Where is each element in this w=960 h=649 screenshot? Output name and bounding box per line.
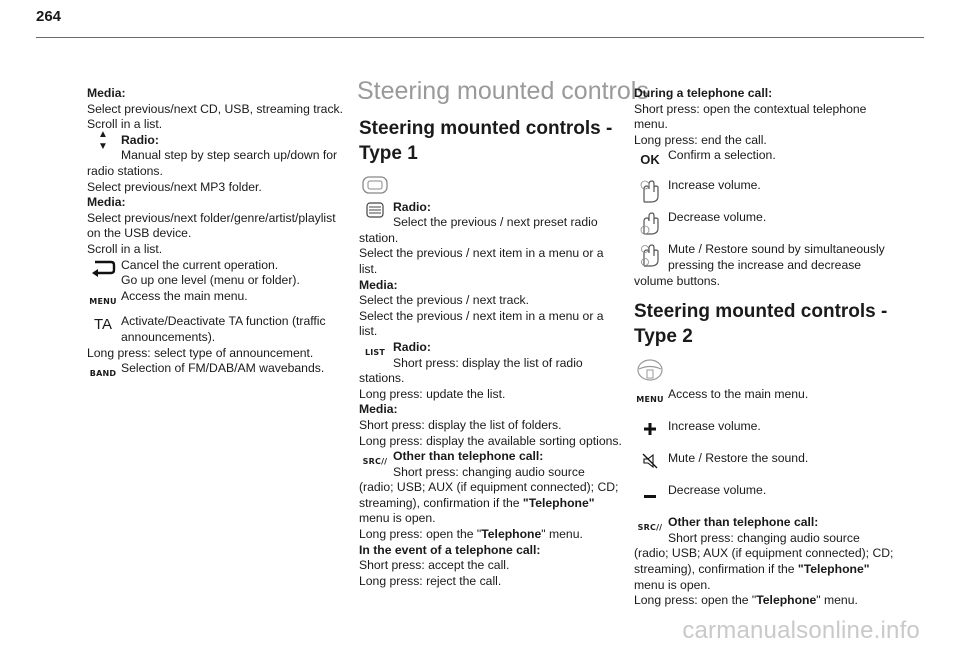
text-line: Select the previous / next item in a menu or a bbox=[359, 308, 604, 323]
text-line: station. bbox=[359, 230, 399, 245]
thumbwheel-icon bbox=[359, 200, 391, 216]
column-middle bbox=[357, 77, 649, 589]
subsection-title-type2 bbox=[634, 299, 896, 349]
text-line: menu is open. bbox=[634, 577, 711, 592]
text-line: Scroll in a list. bbox=[87, 117, 163, 132]
back-control bbox=[87, 258, 347, 289]
text-line: Long press: end the call. bbox=[634, 132, 767, 147]
src-heading: Other than telephone call: bbox=[668, 515, 819, 530]
subtitle-line: Type 2 bbox=[634, 326, 693, 348]
header-divider bbox=[36, 37, 924, 38]
menu-button-icon: MENU bbox=[89, 296, 117, 306]
text-line: Manual step by step search up/down for bbox=[121, 148, 338, 163]
radio-heading: Radio: bbox=[393, 339, 431, 354]
text-line: Select the previous / next item in a menu or a bbox=[359, 246, 604, 261]
text-line: Scroll in a list. bbox=[87, 241, 163, 256]
text-line: Select previous/next folder/genre/artist/playlist bbox=[87, 210, 336, 225]
src-button-icon: SRC// bbox=[637, 523, 663, 533]
steering-wheel-type2-icon bbox=[636, 357, 896, 387]
text-line: Go up one level (menu or folder). bbox=[121, 273, 300, 288]
subsection-title-type1 bbox=[359, 116, 621, 166]
text-line: Short press: display the list of folders. bbox=[359, 417, 562, 432]
volume-up-press-icon bbox=[634, 178, 666, 194]
subtitle-line: Type 1 bbox=[359, 142, 418, 164]
watermark: carmanualsonline.info bbox=[682, 617, 920, 644]
src-heading: Other than telephone call: bbox=[393, 449, 544, 464]
ok-button-icon: OK bbox=[640, 152, 660, 168]
text-line: menu is open. bbox=[359, 511, 436, 526]
plus-icon bbox=[634, 419, 666, 435]
text-line: Confirm a selection. bbox=[668, 148, 776, 163]
band-button-icon: BAND bbox=[89, 369, 117, 379]
text-line: Selection of FM/DAB/AM wavebands. bbox=[121, 361, 325, 376]
media-heading: Media: bbox=[359, 277, 398, 292]
ta-button-icon: TA bbox=[93, 316, 113, 334]
back-arrow-icon bbox=[87, 258, 119, 274]
minus-control bbox=[634, 483, 896, 509]
text-line: Long press: open the "Telephone" menu. bbox=[634, 593, 858, 608]
text-line: menu. bbox=[634, 117, 668, 132]
up-down-arrows-icon: ▲ ▼ bbox=[98, 128, 108, 152]
media-heading: Media: bbox=[87, 86, 126, 100]
up-down-control bbox=[87, 128, 347, 258]
list-control bbox=[359, 340, 621, 449]
section-title: Steering mounted controls bbox=[357, 77, 649, 105]
text-line: Short press: display the list of radio bbox=[393, 355, 583, 370]
thumbwheel-control bbox=[359, 200, 621, 340]
mute-combo-control bbox=[634, 242, 896, 289]
text-line: Cancel the current operation. bbox=[121, 257, 279, 272]
menu-control bbox=[634, 387, 896, 413]
mute-press-icon bbox=[634, 242, 666, 258]
ta-control bbox=[87, 314, 347, 361]
plus-control bbox=[634, 419, 896, 445]
list-button-icon: LIST bbox=[364, 347, 386, 357]
text-line: stations. bbox=[359, 371, 405, 386]
text-line: Long press: update the list. bbox=[359, 386, 506, 401]
text-line: on the USB device. bbox=[87, 226, 192, 241]
text-line: list. bbox=[359, 324, 378, 339]
text-line: Select previous/next MP3 folder. bbox=[87, 179, 262, 194]
text-line: Long press: select type of announcement. bbox=[87, 345, 314, 360]
text-line: Access to the main menu. bbox=[668, 387, 809, 402]
text-line: (radio; USB; AUX (if equipment connected); CD; bbox=[634, 546, 894, 561]
steering-controls-type1-icon bbox=[361, 174, 621, 200]
volume-up-control bbox=[634, 178, 896, 204]
text-line: Mute / Restore the sound. bbox=[668, 451, 809, 466]
text-line: radio stations. bbox=[87, 163, 163, 178]
src-control bbox=[359, 449, 621, 589]
src-button-icon: SRC// bbox=[362, 457, 388, 467]
column-right bbox=[634, 86, 896, 609]
text-line: Mute / Restore sound by simultaneously bbox=[668, 242, 885, 257]
column-left bbox=[87, 86, 347, 377]
text-line: Long press: display the available sorting options. bbox=[359, 433, 622, 448]
text-line: volume buttons. bbox=[634, 273, 721, 288]
subtitle-line: Steering mounted controls - bbox=[359, 117, 613, 139]
text-line: pressing the increase and decrease bbox=[668, 257, 862, 272]
text-line: Long press: open the "Telephone" menu. bbox=[359, 527, 583, 542]
text-line: Increase volume. bbox=[668, 419, 761, 434]
media-heading: Media: bbox=[359, 402, 398, 417]
text-line: Select the previous / next track. bbox=[359, 293, 530, 308]
text-line: Short press: accept the call. bbox=[359, 558, 510, 573]
text-line: Activate/Deactivate TA function (traffic bbox=[121, 314, 326, 329]
during-call-heading: During a telephone call: bbox=[634, 86, 773, 100]
text-line: Short press: open the contextual telephone bbox=[634, 101, 867, 116]
text-line: Decrease volume. bbox=[668, 483, 767, 498]
call-heading: In the event of a telephone call: bbox=[359, 542, 541, 557]
volume-down-control bbox=[634, 210, 896, 236]
text-line: streaming), confirmation if the "Telephone" bbox=[359, 495, 595, 510]
media-heading: Media: bbox=[87, 195, 126, 210]
text-line: Short press: changing audio source bbox=[393, 464, 585, 479]
mute-control bbox=[634, 451, 896, 477]
subtitle-line: Steering mounted controls - bbox=[634, 301, 888, 323]
text-line: Decrease volume. bbox=[668, 210, 767, 225]
volume-down-press-icon bbox=[634, 210, 666, 226]
menu-button-icon: MENU bbox=[636, 395, 664, 405]
text-line: announcements). bbox=[121, 329, 216, 344]
radio-heading: Radio: bbox=[393, 199, 431, 214]
speaker-mute-icon bbox=[634, 451, 666, 467]
text-line: Short press: changing audio source bbox=[668, 530, 860, 545]
text-line: Select the previous / next preset radio bbox=[393, 215, 598, 230]
text-line: Long press: reject the call. bbox=[359, 573, 502, 588]
ok-control bbox=[634, 148, 896, 172]
menu-control bbox=[87, 289, 347, 305]
text-line: (radio; USB; AUX (if equipment connected); CD; bbox=[359, 480, 619, 495]
text-line: Access the main menu. bbox=[121, 288, 248, 303]
page-number: 264 bbox=[36, 8, 62, 25]
text-line: Increase volume. bbox=[668, 178, 761, 193]
radio-heading: Radio: bbox=[121, 132, 159, 147]
text-line: Select previous/next CD, USB, streaming track. bbox=[87, 101, 344, 116]
text-line: list. bbox=[359, 261, 378, 276]
text-line: streaming), confirmation if the "Telephone" bbox=[634, 561, 870, 576]
band-control bbox=[87, 361, 347, 377]
minus-icon bbox=[634, 483, 666, 499]
src-control bbox=[634, 515, 896, 609]
